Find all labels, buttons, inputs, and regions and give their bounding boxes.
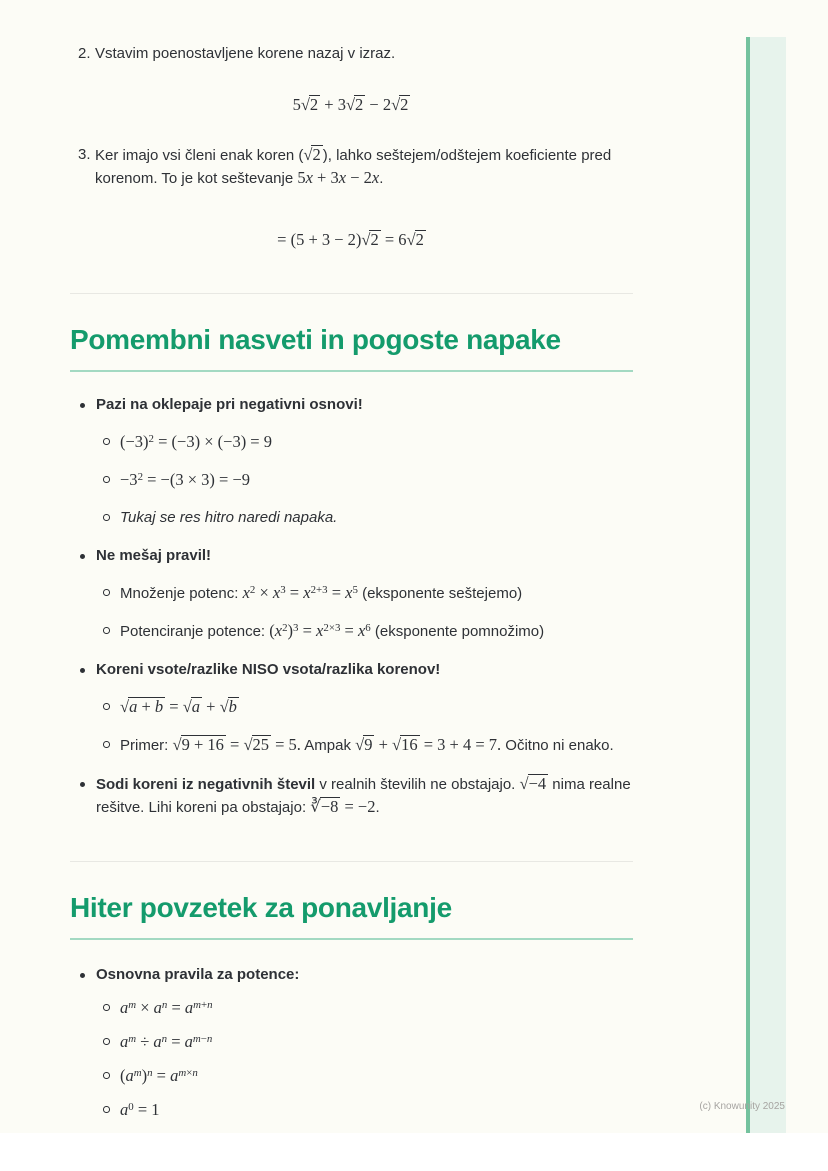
sub-bullet: √a + b = √a + √b	[96, 695, 633, 719]
bullet-title: Ne mešaj pravil!	[96, 547, 212, 564]
sub-bullet: $-3^2 = -(3 \times 3) = -9$	[96, 468, 633, 492]
section-divider	[70, 293, 633, 294]
bullet-title: Osnovna pravila za potence:	[96, 966, 300, 983]
bullet-item	[70, 545, 633, 643]
sub-bullet: Tukaj se res hitro naredi napaka.	[96, 506, 633, 529]
sub-bullet: $(-3)^2 = (-3) \times (-3) = 9$	[96, 430, 633, 454]
bullet-item	[70, 773, 633, 819]
page-content	[70, 0, 633, 1122]
section-heading-summary: Hiter povzetek za ponavljanje	[70, 890, 633, 940]
numbered-step-3	[70, 144, 633, 190]
numbered-step-2	[70, 43, 633, 65]
sub-bullet: $a^m \times a^n = a^{m+n}$	[96, 996, 633, 1020]
sub-bullet: $(a^m)^n = a^{m\times n}$	[96, 1064, 633, 1088]
sub-bullet-list	[96, 430, 633, 529]
sub-bullet-list	[96, 695, 633, 757]
bullet-list	[70, 964, 633, 1122]
sub-bullet-list	[96, 581, 633, 643]
bullet-list	[70, 394, 633, 819]
bullet-item	[70, 394, 633, 529]
sub-bullet: $a^m \div a^n = a^{m-n}$	[96, 1030, 633, 1054]
sub-bullet: Potenciranje potence: $(x^2)^3 = x^{2\times 3} = x^6$ (eksponente pomnožimo)	[96, 619, 633, 643]
copyright-note: (c) Knowunity 2025	[699, 1101, 785, 1112]
sub-bullet: Primer: √9 + 16 = √25 = 5. Ampak √9 + √16 = 3 + 4 = 7. Očitno ni enako.	[96, 733, 633, 757]
bullet-item	[70, 659, 633, 757]
step-number: 2.	[78, 45, 91, 62]
math-formula: 5√2 + 3√2 − 2√2	[292, 95, 409, 114]
step-text: Ker imajo vsi členi enak koren (√2 ), lahko seštejem/odštejem koeficiente pred korenom. To je kot seštevanje 5x + 3x − 2x.	[95, 145, 612, 187]
sub-bullet-list	[96, 996, 633, 1122]
sub-bullet: Množenje potenc: $x^2 \times x^3 = x^{2+3} = x^5$ (eksponente seštejemo)	[96, 581, 633, 605]
bullet-title: Pazi na oklepaje pri negativni osnovi!	[96, 396, 363, 413]
bullet-item	[70, 964, 633, 1122]
bullet-title: Koreni vsote/razlike NISO vsota/razlika korenov!	[96, 661, 441, 678]
sub-bullet: $a^0 = 1$	[96, 1098, 633, 1122]
section-divider	[70, 861, 633, 862]
bullet-text: Sodi koreni iz negativnih števil v realnih številih ne obstajajo. √−4 nima realne rešitve. Lihi koreni pa obstajajo: ∛−8 = −2.	[96, 774, 631, 816]
step-text: Vstavim poenostavljene korene nazaj v izraz.	[95, 45, 396, 62]
section-heading-tips: Pomembni nasveti in pogoste napake	[70, 322, 633, 372]
step-number: 3.	[78, 146, 91, 163]
page-edge-highlight-bar	[746, 37, 786, 1133]
math-formula: = (5 + 3 − 2)√2 = 6√2	[277, 230, 424, 249]
